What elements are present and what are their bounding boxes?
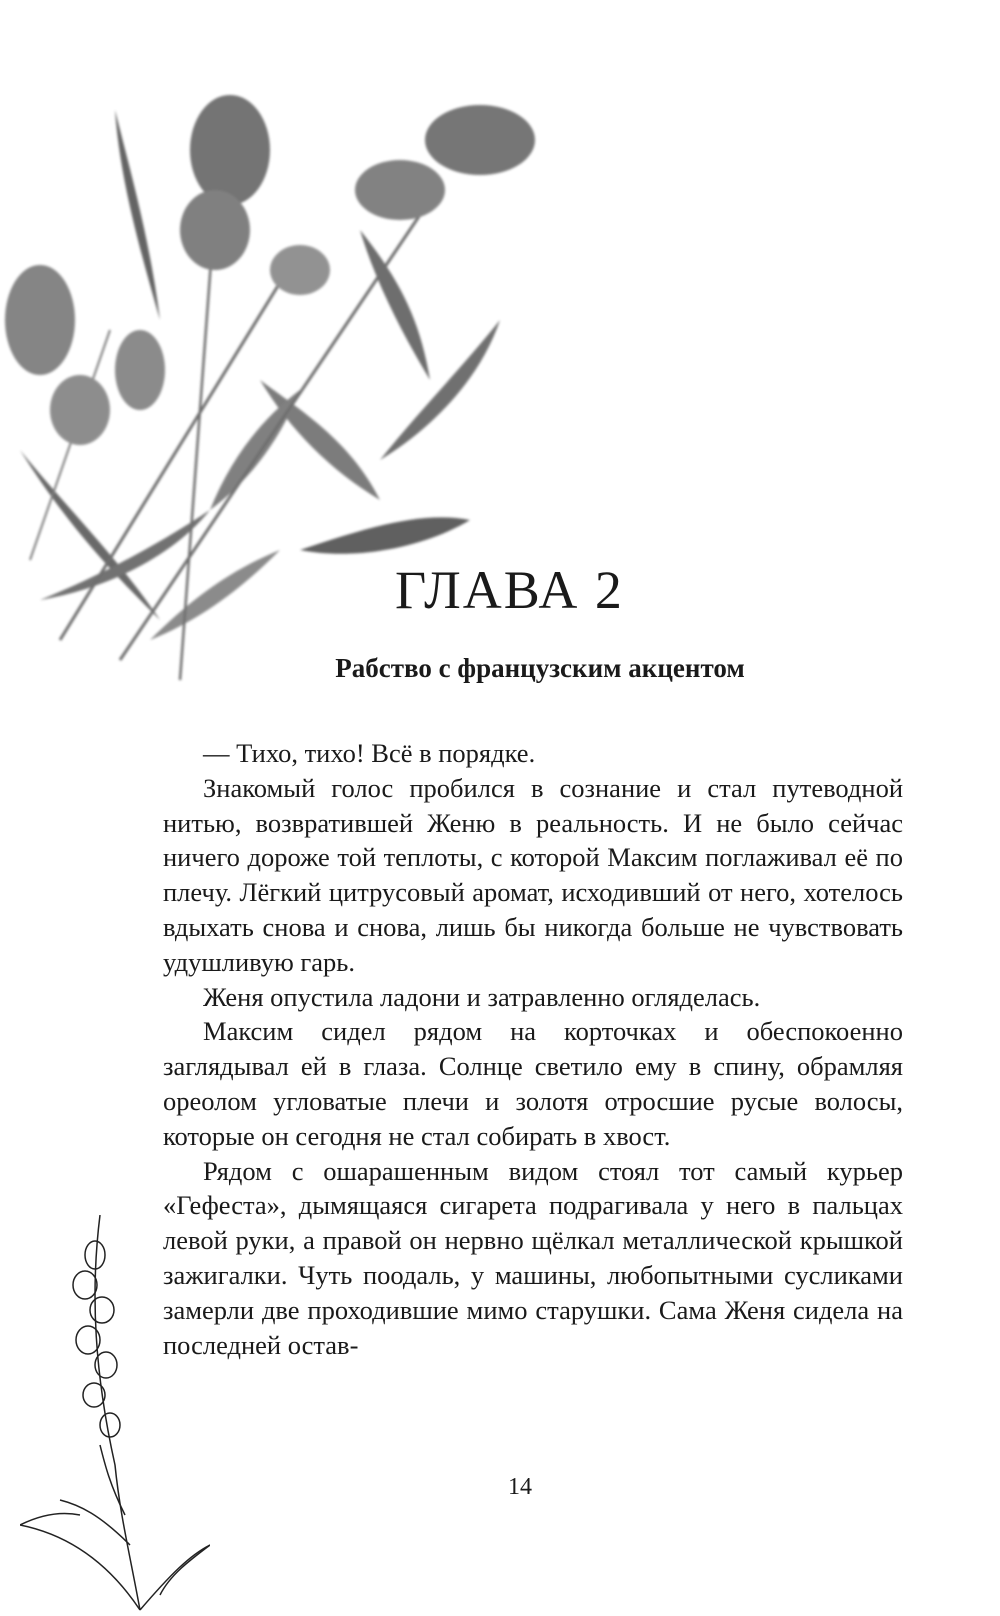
chapter-title: ГЛАВА 2: [395, 560, 624, 620]
paragraph: — Тихо, тихо! Всё в порядке.: [203, 738, 536, 768]
paragraph: Рядом с ошарашенным видом стоял тот самый курьер «Гефеста», дымящаяся сигарета подрагивала у него в пальцах левой руки, а правой он нервно щёлкал металлической крышкой зажигалки. Чуть поодаль, у машины, любопытными сусликами замерли две проходившие мимо старушки. Сама Женя сидела на последней остав-: [163, 1155, 903, 1360]
page-number: 14: [508, 1474, 532, 1500]
paragraph: Максим сидел рядом на корточках и обеспокоенно заглядывал ей в глаза. Солнце светило ему в спину, обрамляя ореолом угловатые плечи и золотя отросшие русые волосы, которые он сегодня не стал собирать в хвост.: [163, 1016, 903, 1151]
chapter-body: [163, 736, 903, 1362]
paragraph: Знакомый голос пробился в сознание и стал путеводной нитью, возвратившей Женю в реальность. И не было сейчас ничего дороже той теплоты, с которой Максим поглаживал её по плечу. Лёгкий цитрусовый аромат, исходивший от него, хотелось вдыхать снова и снова, лишь бы никогда больше не чувствовать удушливую гарь.: [163, 772, 903, 977]
chapter-subtitle: Рабство с французским акцентом: [335, 653, 745, 683]
paragraph: Женя опустила ладони и затравленно огляделась.: [203, 981, 761, 1012]
